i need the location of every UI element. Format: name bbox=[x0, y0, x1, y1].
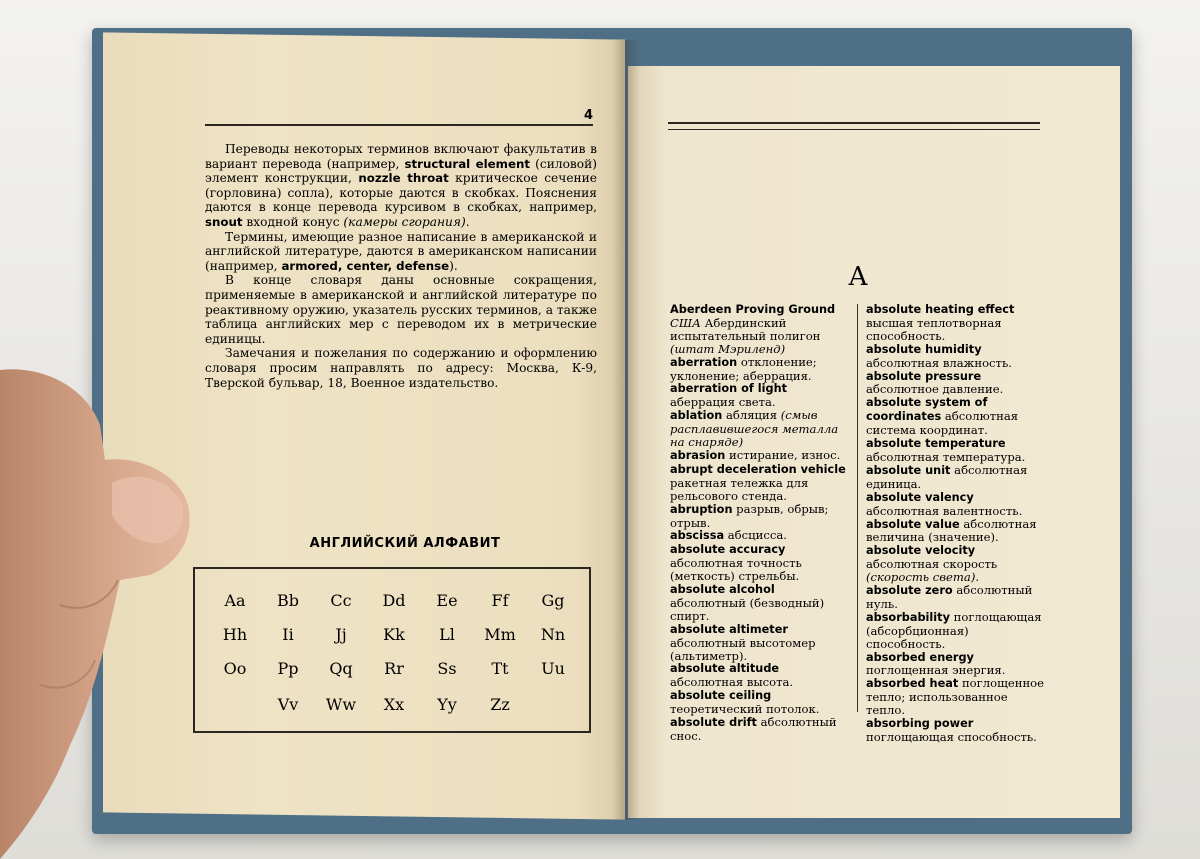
entry-headword: absorbability bbox=[866, 610, 950, 624]
text-run: абляция bbox=[722, 408, 781, 423]
alphabet-title: АНГЛИЙСКИЙ АЛФАВИТ bbox=[309, 536, 501, 551]
entry-headword: abrupt deceleration vehicle bbox=[670, 462, 846, 476]
text-run: абсолютная влажность. bbox=[866, 355, 1012, 370]
entry-headword: absolute alcohol bbox=[670, 583, 775, 597]
text-run: абсолютная точность (меткость) стрельбы. bbox=[670, 556, 802, 584]
dictionary-entry bbox=[670, 583, 850, 623]
dictionary-column-1 bbox=[670, 303, 850, 743]
alphabet-letter: Qq bbox=[329, 659, 353, 678]
text-run: абсолютный (безводный) спирт. bbox=[670, 595, 825, 623]
dictionary-entry bbox=[866, 464, 1046, 491]
alphabet-letter: Nn bbox=[540, 625, 566, 644]
alphabet-letter: Cc bbox=[330, 591, 352, 610]
alphabet-letter: Ll bbox=[439, 625, 455, 644]
entry-headword: Aberdeen Proving Ground bbox=[670, 303, 836, 316]
text-run: абсолютный высотомер (альтиметр). bbox=[670, 635, 816, 663]
text-run: высшая теплотворная способность. bbox=[866, 315, 1002, 343]
preface-paragraph bbox=[205, 346, 597, 390]
entry-headword: absolute heating effect bbox=[866, 303, 1015, 316]
dictionary-entry bbox=[866, 370, 1046, 397]
alphabet-letter: Bb bbox=[277, 591, 299, 610]
dictionary-entry bbox=[670, 543, 850, 583]
alphabet-letter: Ff bbox=[491, 591, 509, 610]
entry-headword: absolute drift bbox=[670, 716, 757, 730]
entry-headword: absolute accuracy bbox=[670, 543, 786, 557]
term-bold: snout bbox=[205, 214, 243, 229]
text-run: критическое сечение (горловина) сопла), которые даются в скобках. Пояснения даются в конце перевода курсивом в скобках, например, bbox=[205, 171, 597, 215]
alphabet-letter: Dd bbox=[382, 591, 406, 610]
text-run: Переводы некоторых терминов включают факультатив в вариант перевода (например, bbox=[205, 142, 597, 171]
dictionary-entry bbox=[866, 518, 1046, 545]
dictionary-entry bbox=[866, 396, 1046, 437]
text-run: абсолютная высота. bbox=[670, 675, 794, 690]
text-run: аберрация света. bbox=[670, 395, 776, 410]
entry-headword: absolute velocity bbox=[866, 544, 976, 558]
alphabet-letter: Tt bbox=[491, 659, 509, 678]
entry-headword: absolute unit bbox=[866, 463, 951, 477]
alphabet-letter: Ww bbox=[325, 695, 357, 714]
preface-paragraph bbox=[205, 230, 597, 274]
alphabet-table bbox=[193, 567, 591, 733]
entry-headword: absolute humidity bbox=[866, 342, 982, 356]
preface-text bbox=[205, 142, 597, 390]
page-number: 4 bbox=[584, 108, 594, 123]
dictionary-entry bbox=[670, 409, 850, 449]
entry-headword: absolute valency bbox=[866, 490, 974, 504]
entry-headword: absolute altitude bbox=[670, 662, 780, 676]
entry-headword: absorbed energy bbox=[866, 650, 974, 664]
alphabet-letter: Hh bbox=[222, 625, 248, 644]
text-run: поглощающая способность. bbox=[866, 730, 1037, 744]
dictionary-entry bbox=[866, 611, 1046, 651]
dictionary-entry bbox=[866, 544, 1046, 584]
entry-headword: absolute system of coordinates bbox=[866, 396, 988, 424]
alphabet-letter: Uu bbox=[541, 659, 565, 678]
dictionary-entry bbox=[866, 677, 1046, 717]
text-run: абсолютная валентность. bbox=[866, 503, 1023, 518]
alphabet-row bbox=[195, 695, 589, 725]
alphabet-letter: Yy bbox=[437, 695, 457, 714]
entry-headword: absorbing power bbox=[866, 717, 974, 731]
dictionary-entry bbox=[670, 529, 850, 543]
alphabet-letter: Aa bbox=[224, 591, 246, 610]
text-run: истирание, износ. bbox=[725, 447, 841, 462]
header-rule-left bbox=[205, 124, 593, 126]
text-run: Абердинский испытательный полигон bbox=[670, 315, 821, 343]
entry-headword: ablation bbox=[670, 409, 723, 423]
text-run: входной конус bbox=[242, 214, 344, 229]
alphabet-letter: Jj bbox=[335, 625, 347, 644]
text-run: отклонение; уклонение; аберрация. bbox=[670, 354, 817, 383]
text-run: абсолютная единица. bbox=[866, 462, 1028, 491]
text-run: (силовой) элемент конструкции, bbox=[205, 156, 598, 186]
dictionary-entry bbox=[670, 662, 850, 689]
term-bold: structural element bbox=[404, 156, 530, 171]
text-run: . bbox=[975, 570, 980, 585]
text-run: ракетная тележка для рельсового стенда. bbox=[670, 475, 809, 503]
entry-headword: abruption bbox=[670, 502, 733, 516]
text-run: поглощающая (абсорбционная) способность. bbox=[866, 609, 1042, 651]
text-run: Замечания и пожелания по содержанию и оформлению словаря просим направлять по адресу: Москва, К-9, Тверской бульвар, 18, Военное издательство. bbox=[205, 346, 597, 390]
dictionary-entry bbox=[670, 382, 850, 409]
text-run: абсолютная система координат. bbox=[866, 409, 1019, 438]
term-italic: (скорость света) bbox=[866, 570, 976, 585]
text-run: ). bbox=[449, 258, 458, 273]
term-italic: США bbox=[670, 315, 701, 330]
alphabet-letter: Rr bbox=[384, 659, 404, 678]
text-run: абсцисса. bbox=[724, 528, 787, 543]
dictionary-entry bbox=[670, 449, 850, 463]
text-run: Термины, имеющие разное написание в американской и английской литературе, даются в американском написании (например, bbox=[205, 229, 597, 273]
dictionary-entry bbox=[670, 503, 850, 530]
entry-headword: absolute pressure bbox=[866, 369, 982, 383]
text-run: абсолютное давление. bbox=[866, 382, 1004, 397]
entry-headword: abscissa bbox=[670, 529, 725, 543]
term-italic: (смыв расплавившегося металла на снаряде) bbox=[670, 408, 839, 450]
alphabet-letter: Pp bbox=[277, 659, 299, 678]
entry-headword: absolute ceiling bbox=[670, 689, 772, 703]
preface-paragraph bbox=[205, 142, 597, 230]
alphabet-row bbox=[195, 625, 589, 655]
dictionary-entry bbox=[866, 717, 1046, 744]
alphabet-letter: Xx bbox=[383, 695, 405, 714]
book-spine-gutter bbox=[612, 40, 640, 820]
term-bold: nozzle throat bbox=[358, 171, 449, 186]
entry-headword: absorbed heat bbox=[866, 677, 959, 691]
text-run: В конце словаря даны основные сокращения, применяемые в американской и английской литературе по реактивному оружию, указатель русских терминов, а также таблица английских мер с переводом их в метрические единицы. bbox=[205, 273, 597, 346]
alphabet-letter: Ee bbox=[436, 591, 458, 610]
alphabet-letter: Mm bbox=[484, 625, 516, 644]
alphabet-letter: Ii bbox=[282, 625, 294, 644]
dictionary-entry bbox=[670, 356, 850, 383]
term-italic: (камеры сгорания) bbox=[343, 214, 466, 229]
text-run: абсолютная скорость bbox=[866, 557, 998, 572]
alphabet-row bbox=[195, 591, 589, 621]
entry-headword: absolute temperature bbox=[866, 437, 1006, 451]
text-run: абсолютная температура. bbox=[866, 449, 1026, 464]
dictionary-entry bbox=[866, 437, 1046, 464]
text-run: абсолютная величина (значение). bbox=[866, 516, 1037, 545]
preface-paragraph bbox=[205, 273, 597, 346]
dictionary-column-2 bbox=[866, 303, 1046, 744]
dictionary-entry bbox=[670, 623, 850, 663]
alphabet-letter: Vv bbox=[277, 695, 299, 714]
thumb-holding-book bbox=[0, 365, 200, 859]
text-run: абсолютный снос. bbox=[670, 715, 837, 743]
text-run: теоретический потолок. bbox=[670, 702, 820, 717]
entry-headword: absolute altimeter bbox=[670, 622, 788, 636]
entry-headword: aberration of light bbox=[670, 382, 788, 396]
column-divider bbox=[857, 304, 858, 712]
alphabet-letter: Ss bbox=[437, 659, 457, 678]
text-run: абсолютный нуль. bbox=[866, 583, 1033, 611]
entry-headword: abrasion bbox=[670, 448, 726, 462]
term-italic: (штат Мэриленд) bbox=[670, 341, 786, 356]
entry-headword: aberration bbox=[670, 355, 738, 369]
alphabet-letter: Oo bbox=[223, 659, 247, 678]
text-run: . bbox=[465, 214, 470, 229]
dictionary-entry bbox=[866, 584, 1046, 611]
alphabet-letter: Kk bbox=[383, 625, 405, 644]
dictionary-entry bbox=[866, 651, 1046, 678]
header-rule-right bbox=[668, 122, 1040, 130]
alphabet-row bbox=[195, 659, 589, 689]
dictionary-entry bbox=[670, 303, 850, 356]
dictionary-entry bbox=[670, 689, 850, 716]
alphabet-letter: Gg bbox=[541, 591, 565, 610]
text-run: поглощенная энергия. bbox=[866, 663, 1006, 678]
term-bold: armored, center, defense bbox=[281, 258, 450, 273]
section-letter: A bbox=[848, 262, 868, 292]
dictionary-entry bbox=[670, 463, 850, 503]
dictionary-entry bbox=[866, 303, 1046, 343]
text-run: поглощенное тепло; использованное тепло. bbox=[866, 676, 1045, 718]
dictionary-entry bbox=[866, 343, 1046, 370]
entry-headword: absolute value bbox=[866, 517, 960, 531]
text-run: разрыв, обрыв; отрыв. bbox=[670, 501, 829, 530]
entry-headword: absolute zero bbox=[866, 584, 953, 598]
dictionary-entry bbox=[670, 716, 850, 743]
dictionary-entry bbox=[866, 491, 1046, 518]
alphabet-letter: Zz bbox=[490, 695, 510, 714]
